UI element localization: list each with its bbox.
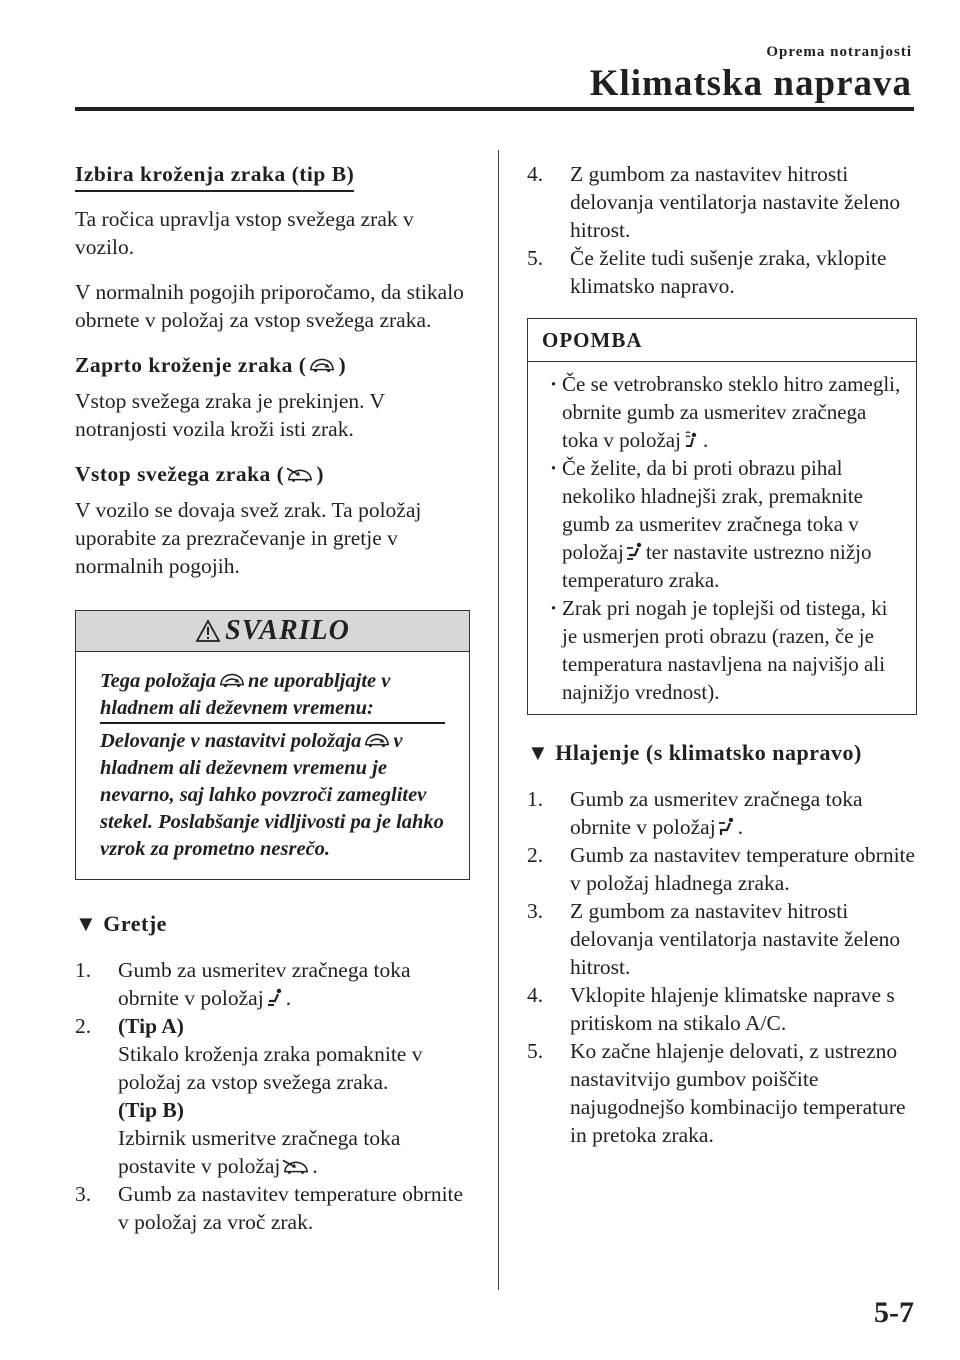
header-section-label: Oprema notranjosti [766,44,912,60]
fresh-air-icon [286,465,314,483]
warning-line-1: Tega položaja ne uporabljajte v hladnem ali deževnem vremenu: [100,668,445,724]
left-column [75,160,470,1236]
heating-steps-continued [527,160,917,300]
bi-level-vent-icon [626,542,644,562]
right-column [527,160,917,1149]
header-rule [75,107,914,111]
closed-circulation-text: Vstop svežega zraka je prekinjen. V notranjosti vozila kroži isti zrak. [75,389,385,441]
list-item: 2. (Tip A) Stikalo kroženja zraka pomaknite v položaj za vstop svežega zraka. (Tip B) Izbirnik usmeritve zračnega toka postavite v položaj . [75,1014,423,1178]
warning-box [75,610,470,880]
list-item: 1. Gumb za usmeritev zračnega toka obrnite v položaj . [527,787,863,839]
note-body [528,362,916,714]
defrost-icon [683,430,701,450]
list-item: 4. Vklopite hlajenje klimatske naprave s pritiskom na stikalo A/C. [527,983,895,1035]
column-divider [498,150,499,1290]
cooling-heading: ▼ Hlajenje (s klimatsko napravo) [527,740,862,765]
fresh-air-text: V vozilo se dovaja svež zrak. Ta položaj uporabite za prezračevanje in gretje v normalnih pogojih. [75,498,422,578]
recirculation-icon [308,356,336,374]
note-bullet: · Zrak pri nogah je toplejši od tistega, ki je usmerjen proti obrazu (razen, če je temperatura nastavljena na najvišjo ali najnižjo vrednost). [550,596,888,704]
list-item: 3. Gumb za nastavitev temperature obrnite v položaj za vroč zrak. [75,1182,464,1234]
face-vent-icon [718,817,736,837]
cooling-steps [527,785,917,1149]
intro-paragraph: Ta ročica upravlja vstop svežega zrak v vozilo. [75,207,414,259]
recirculation-icon [218,671,246,689]
list-item: 3. Z gumbom za nastavitev hitrosti delovanja ventilatorja nastavite želeno hitrost. [527,899,901,979]
foot-vent-icon [266,988,284,1008]
fresh-air-heading: Vstop svežega zraka ( ) [75,462,325,486]
note-title: OPOMBA [528,319,916,362]
heating-steps [75,956,470,1236]
warning-triangle-icon [195,619,221,643]
recommendation-paragraph: V normalnih pogojih priporočamo, da stikalo obrnete v položaj za vstop svežega zraka. [75,280,464,332]
heating-heading: ▼ Gretje [75,911,167,936]
recirculation-icon [363,731,391,749]
note-bullet: · Če želite, da bi proti obrazu pihal nekoliko hladnejši zrak, premaknite gumb za usmeritev zračnega toka v položaj ter nastavite ustrezno nižjo temperaturo zraka. [550,456,872,592]
warning-line-2: Delovanje v nastavitvi položaja v hladnem ali deževnem vremenu je nevarno, saj lahko povzroči zameglitev stekel. Poslabšanje vidljivosti pa je lahko vzrok za prometno nesrečo. [100,730,444,860]
warning-title: SVARILO [225,615,350,646]
list-item: 5. Če želite tudi sušenje zraka, vklopite klimatsko napravo. [527,246,887,298]
closed-circulation-heading: Zaprto kroženje zraka ( ) [75,353,347,377]
list-item: 2. Gumb za nastavitev temperature obrnite v položaj hladnega zraka. [527,843,916,895]
page-number: 5-7 [874,1296,914,1329]
warning-body [76,652,469,879]
list-item: 4. Z gumbom za nastavitev hitrosti delovanja ventilatorja nastavite želeno hitrost. [527,162,901,242]
note-bullet: · Če se vetrobransko steklo hitro zamegli, obrnite gumb za usmeritev zračnega toka v položaj . [550,372,901,452]
note-box [527,318,917,715]
subsection-title: Izbira kroženja zraka (tip B) [75,160,354,192]
list-item: 5. Ko začne hlajenje delovati, z ustrezno nastavitvijo gumbov poiščite najugodnejšo kombinacijo temperature in pretoka zraka. [527,1039,906,1147]
warning-header [76,611,469,652]
fresh-air-icon [282,1157,310,1175]
page-title: Klimatska naprava [589,63,912,104]
list-item: 1. Gumb za usmeritev zračnega toka obrnite v položaj . [75,958,411,1010]
